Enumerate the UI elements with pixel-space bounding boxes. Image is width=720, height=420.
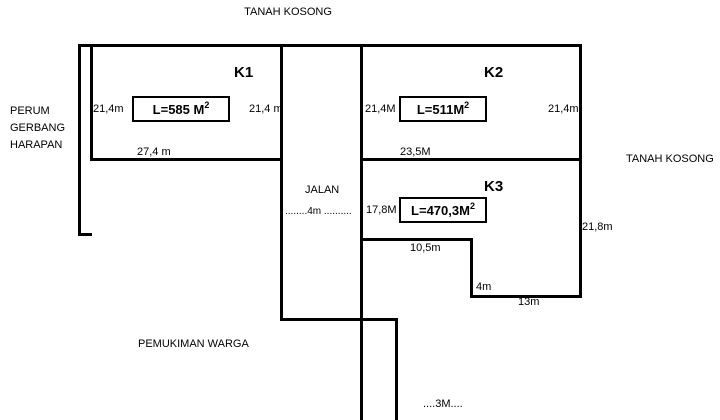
- dim-k3-step: 4m: [476, 281, 492, 293]
- boundary-right-edge: [579, 44, 582, 296]
- corridor-bottom-left-edge: [280, 318, 398, 321]
- plot-title-k3: K3: [484, 178, 504, 195]
- k2-bottom-edge: [360, 158, 582, 161]
- road-left-edge: [280, 44, 283, 319]
- area-box-k3: L=470,3M $^2$: [399, 197, 487, 223]
- area-box-k2: L=511M $^2$: [399, 96, 487, 122]
- dim-k2-right: 21,4m: [548, 103, 579, 115]
- area-label-k1: L=585 M: [152, 101, 205, 117]
- dim-k1-right: 21,4 m: [249, 103, 283, 115]
- label-perum-line1: PERUM: [10, 105, 50, 117]
- dim-k1-bottom: 27,4 m: [137, 146, 171, 158]
- dim-k3-bottom: 10,5m: [410, 242, 441, 254]
- area-label-k3: L=470,3M: [411, 202, 470, 218]
- boundary-top: [78, 44, 582, 47]
- corridor-right-edge-lower: [395, 318, 398, 420]
- dim-k3-right: 21,8m: [582, 221, 613, 233]
- area-box-k1: L=585 M $^2$: [132, 96, 230, 122]
- dim-road-bottom-width: ....3M....: [423, 398, 463, 410]
- label-perum-line3: HARAPAN: [10, 139, 63, 151]
- boundary-left-outer-cap: [78, 233, 92, 236]
- k1-left-edge: [90, 44, 93, 160]
- dim-k2-left: 21,4M: [365, 103, 396, 115]
- dim-k2-bottom: 23,5M: [400, 146, 431, 158]
- label-tanah-kosong-top: TANAH KOSONG: [244, 6, 332, 18]
- plot-title-k2: K2: [484, 64, 504, 81]
- area-label-k2: L=511M: [416, 101, 465, 117]
- k3-bottom-edge: [360, 238, 473, 241]
- label-jalan: JALAN: [305, 184, 340, 196]
- k3-step-edge: [470, 238, 473, 298]
- dim-road-width: ........4m ..........: [285, 206, 352, 217]
- boundary-left-outer: [78, 44, 81, 236]
- road-right-edge-lower: [360, 271, 363, 420]
- label-pemukiman-warga: PEMUKIMAN WARGA: [138, 338, 249, 350]
- label-tanah-kosong-right: TANAH KOSONG: [626, 153, 714, 165]
- label-perum-line2: GERBANG: [10, 122, 66, 134]
- dim-k3-lower: 13m: [518, 296, 540, 308]
- dim-k3-left: 17,8M: [366, 204, 397, 216]
- plot-title-k1: K1: [234, 64, 254, 81]
- k1-bottom-edge: [90, 158, 282, 161]
- dim-k1-left: 21,4m: [93, 103, 124, 115]
